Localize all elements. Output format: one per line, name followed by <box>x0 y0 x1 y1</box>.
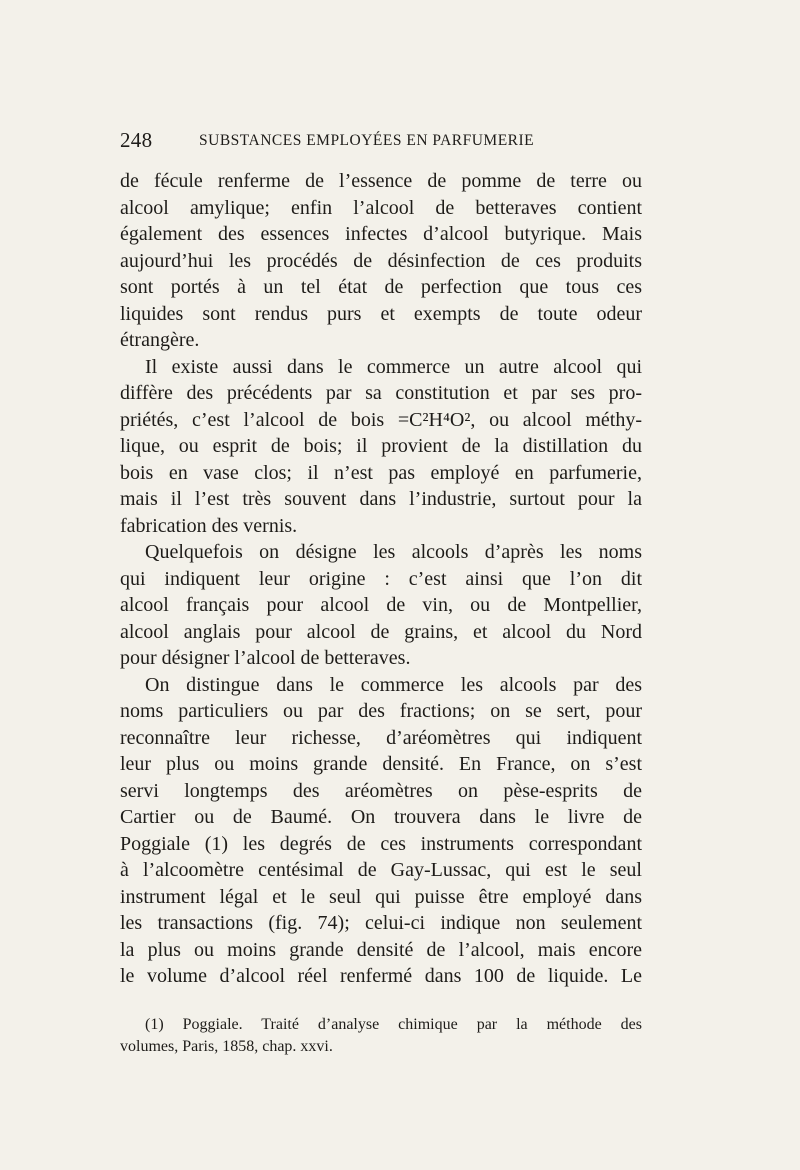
text-line: sont portés à un tel état de perfection que tous ces <box>120 276 642 298</box>
text-line: Quelquefois on désigne les alcools d’après les noms <box>145 541 642 563</box>
text-line: mais il l’est très souvent dans l’industrie, surtout pour la <box>120 488 642 510</box>
text-line: priétés, c’est l’alcool de bois =C²H⁴O², ou alcool méthy- <box>120 408 642 431</box>
text-line: qui indiquent leur origine : c’est ainsi que l’on dit <box>120 567 642 590</box>
text-line: On distingue dans le commerce les alcools par des <box>145 673 642 696</box>
text-line: Il existe aussi dans le commerce un autre alcool qui <box>145 355 642 378</box>
text-line: pour désigner l’alcool de betteraves. <box>120 647 411 669</box>
page-number: 248 <box>120 128 153 152</box>
text-line: liquides sont rendus purs et exempts de toute odeur <box>120 302 642 325</box>
footnote-line: volumes, Paris, 1858, chap. xxvi. <box>120 1038 333 1055</box>
text-line: étrangère. <box>120 329 200 351</box>
text-line: bois en vase clos; il n’est pas employé en parfumerie, <box>120 461 642 484</box>
text-line: fabrication des vernis. <box>120 514 298 537</box>
text-line: aujourd’hui les procédés de désinfection de ces produits <box>120 249 642 272</box>
footnote <box>120 1014 642 1058</box>
text-line: le volume d’alcool réel renfermé dans 100 de liquide. Le <box>120 965 642 987</box>
body-text <box>120 168 642 990</box>
text-line: reconnaître leur richesse, d’aréomètres qui indiquent <box>120 726 642 749</box>
text-line: Poggiale (1) les degrés de ces instruments correspondant <box>120 832 642 855</box>
text-line: instrument légal et le seul qui puisse être employé dans <box>120 885 642 908</box>
running-title: SUBSTANCES EMPLOYÉES EN PARFUMERIE <box>199 132 535 149</box>
text-line: alcool anglais pour alcool de grains, et alcool du Nord <box>120 620 642 643</box>
text-line: la plus ou moins grande densité de l’alcool, mais encore <box>120 938 642 961</box>
text-line: de fécule renferme de l’essence de pomme de terre ou <box>120 170 642 192</box>
text-line: lique, ou esprit de bois; il provient de la distillation du <box>120 435 642 457</box>
running-head <box>120 128 642 158</box>
text-line: noms particuliers ou par des fractions; on se sert, pour <box>120 700 642 722</box>
text-line: diffère des précédents par sa constitution et par ses pro- <box>120 382 642 404</box>
footnote-line: (1) Poggiale. Traité d’analyse chimique par la méthode des <box>145 1016 642 1033</box>
text-line: alcool français pour alcool de vin, ou de Montpellier, <box>120 594 642 616</box>
text-line: à l’alcoomètre centésimal de Gay-Lussac, qui est le seul <box>120 859 642 881</box>
text-line: leur plus ou moins grande densité. En France, on s’est <box>120 753 642 775</box>
text-line: également des essences infectes d’alcool butyrique. Mais <box>120 223 642 245</box>
text-line: Cartier ou de Baumé. On trouvera dans le livre de <box>120 806 642 828</box>
text-line: alcool amylique; enfin l’alcool de betteraves contient <box>120 196 642 219</box>
text-line: les transactions (fig. 74); celui-ci indique non seulement <box>120 912 642 934</box>
text-line: servi longtemps des aréomètres on pèse-esprits de <box>120 779 642 802</box>
